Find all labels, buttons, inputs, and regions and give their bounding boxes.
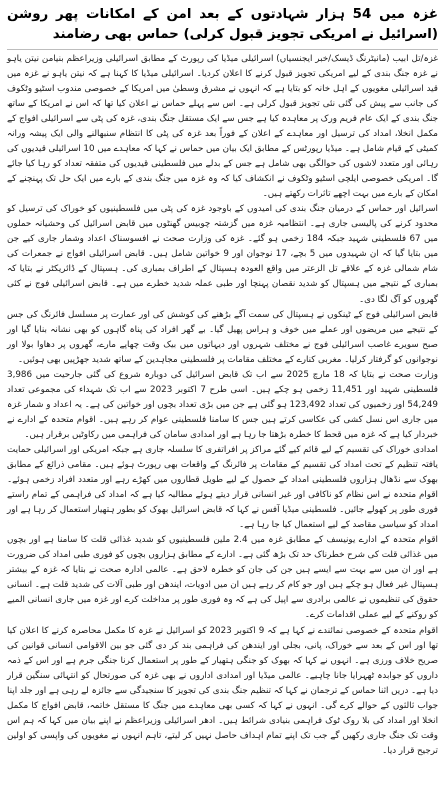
- article-paragraph: امدادی خوراک کی تقسیم کے لیے قائم کیے گئے مراکز پر افراتفری کا سلسلہ جاری ہے جبکہ امریکی اور اسرائیلی حمایت یافتہ تنظیم کے تحت امداد کی تقسیم کے مقامات پر فائرنگ کے واقعات بھی رپورٹ ہوئے ہیں۔ مقامی ذرائع کے مطابق بھوک سے نڈھال ہزاروں فلسطینی امداد کے حصول کے لیے طویل قطاروں میں کھڑے رہے اور متعدد افراد زخمی ہوئے۔ اقوام متحدہ نے اس نظام کو ناکافی اور غیر انسانی قرار دیتے ہوئے مطالبہ کیا ہے کہ امداد کی فراہمی کے تمام راستے فوری طور پر کھولے جائیں۔ فلسطینی میڈیا آفس نے کہا کہ قابض اسرائیل بھوک کو بطور ہتھیار استعمال کر رہا ہے اور امداد کو سیاسی مقاصد کے لیے استعمال کیا جا رہا ہے۔: [7, 444, 438, 531]
- article-paragraph: وزارت صحت نے بتایا کہ 18 مارچ 2025 سے اب تک قابض اسرائیل کی دوبارہ شروع کی گئی جارحیت میں 3,986 فلسطینی شہید اور 11,451 زخمی ہو چکے ہیں۔ اسی طرح 7 اکتوبر 2023 سے اب تک شہداء کی مجموعی تعداد 54,249 اور زخمیوں کی تعداد 123,492 ہو گئی ہے جن میں بڑی تعداد بچوں اور خواتین کی ہے۔ یہ اعداد و شمار غزہ میں جاری اس نسل کشی کی عکاسی کرتے ہیں جس کا سامنا فلسطینی عوام کر رہے ہیں۔ اقوام متحدہ کے ادارے نے خبردار کیا ہے کہ غزہ میں قحط کا خطرہ بڑھتا جا رہا ہے اور امدادی سامان کی فراہمی میں رکاوٹیں برقرار ہیں۔: [7, 369, 439, 440]
- article-paragraph: اقوام متحدہ کے ادارے یونیسف کے مطابق غزہ میں 2.4 ملین فلسطینیوں کو شدید غذائی قلت کا سامنا ہے اور بچوں میں غذائی قلت کی شرح خطرناک حد تک بڑھ گئی ہے۔ ادارے کے مطابق ہزاروں بچوں کو فوری طبی امداد کی ضرورت ہے اور ان میں سے بہت سے ایسے ہیں جن کی جان کو خطرہ لاحق ہے۔ عالمی ادارہ صحت نے بتایا کہ غزہ کے بیشتر ہسپتال غیر فعال ہو چکے ہیں اور جو کام کر رہے ہیں ان میں ادویات، ایندھن اور طبی آلات کی شدید قلت ہے۔ انسانی حقوق کی تنظیموں نے عالمی برادری سے اپیل کی ہے کہ وہ فوری طور پر مداخلت کرے اور غزہ میں جاری انسانی المیے کو روکنے کے لیے عملی اقدامات کرے۔: [7, 535, 438, 621]
- article-paragraph: قابض اسرائیلی فوج کے ٹینکوں نے ہسپتال کی سمت آگے بڑھنے کی کوشش کی اور عمارت پر مسلسل فائرنگ کی جس کے نتیجے میں مریضوں اور عملے میں خوف و ہراس پھیل گیا۔ بے گھر افراد کی پناہ گاہوں کو بھی نشانہ بنایا گیا اور صبح سویرے غاصب اسرائیلی فوج نے مختلف شہروں اور دیہاتوں میں بیک وقت چھاپے مارے، گھروں پر دھاوا بولا اور نوجوانوں کو گرفتار کرلیا۔ مغربی کنارے کے مختلف مقامات پر فلسطینی مجاہدین کے ساتھ شدید جھڑپیں بھی ہوئیں۔: [7, 309, 438, 365]
- article-paragraph: اسرائیل اور حماس کے درمیان جنگ بندی کی امیدوں کے باوجود غزہ کی پٹی میں فلسطینیوں کو خوراک کی ترسیل کو محدود کرنے کی پالیسی جاری ہے۔ انتظامیہ غزہ میں گزشتہ چوبیس گھنٹوں میں قابض اسرائیل کی وحشیانہ حملوں میں 67 فلسطینی شہید جبکہ 184 زخمی ہو گئے۔ غزہ کی وزارت صحت نے افسوسناک اعداد وشمار جاری کیے جن میں بتایا گیا کہ ان شہیدوں میں 5 بچے، 17 نوجوان اور 9 خواتین شامل ہیں۔ قابض اسرائیلی افواج نے جمعرات کی شام شمالی غزہ کے علاقے تل الزعتر میں واقع العودہ ہسپتال کے اطراف بمباری کی۔ ہسپتال کے ڈائریکٹر نے بتایا کہ بمباری کے نتیجے میں ہسپتال کو شدید نقصان پہنچا اور طبی عملہ شدید خطرے میں ہے۔ قابض اسرائیلی فوج نے کئی گھروں کو آگ لگا دی۔: [7, 204, 439, 305]
- article-paragraph: اقوام متحدہ کے خصوصی نمائندے نے کہا ہے کہ 9 اکتوبر 2023 کو اسرائیل نے غزہ کا مکمل محاصرہ کرنے کا اعلان کیا تھا اور اس کے بعد سے خوراک، پانی، بجلی اور ایندھن کی فراہمی بند کر دی گئی جو بین الاقوامی انسانی قوانین کی صریح خلاف ورزی ہے۔ انہوں نے کہا کہ بھوک کو جنگی ہتھیار کے طور پر استعمال کرنا جنگی جرم ہے اور اس کے ذمہ داروں کو جوابدہ ٹھہرایا جانا چاہیے۔ عالمی میڈیا اور امدادی اداروں نے بھی غزہ کی صورتحال کو انتہائی سنگین قرار دیا ہے۔ دریں اثنا حماس کے ترجمان نے کہا کہ تنظیم جنگ بندی کی تجویز کا سنجیدگی سے جائزہ لے رہی ہے اور جلد اپنا جواب ثالثوں کے حوالے کرے گی۔ انہوں نے کہا کہ کسی بھی معاہدے میں جنگ کا مستقل خاتمہ، قابض افواج کا مکمل انخلا اور امداد کی بلا روک ٹوک فراہمی بنیادی شرائط ہیں۔ ادھر اسرائیلی وزیراعظم نے اپنے بیان میں کہا کہ ہم اس وقت تک جنگ جاری رکھیں گے جب تک اپنے تمام اہداف حاصل نہیں کر لیتے، تاہم انہوں نے مغویوں کی واپسی کو اولین ترجیح قرار دیا۔: [7, 625, 439, 756]
- article-paragraph: غزہ/تل ابیب (مانیٹرنگ ڈیسک/خبر ایجنسیاں) اسرائیلی میڈیا کی رپورٹ کے مطابق اسرائیلی وزیراعظم بنیامن نیتن یاہو نے غزہ جنگ بندی کے لیے امریکی تجویز قبول کرنے کا اعلان کردیا۔ اسرائیلی میڈیا کا کہنا ہے کہ نیتن یاہو نے غزہ میں قید اسرائیلی مغویوں کے اہل خانہ کو بتایا ہے کہ انہوں نے مشرق وسطیٰ میں امریکا کے خصوصی مندوب اسٹیو وٹکوف کی جانب سے پیش کی گئی نئی تجویز قبول کرلی ہے۔ اس سے پہلے حماس نے اعلان کیا تھا کہ اس نے امریکا کے ساتھ جنگ بندی کے ایک عام فریم ورک پر معاہدہ کیا ہے جس سے ایک مستقل جنگ بندی، غزہ کی پٹی سے اسرائیلی افواج کے مکمل انخلا، امداد کی ترسیل اور معاہدے کے اعلان کے فوراً بعد غزہ کی پٹی کا انتظام سنبھالنے والی ایک پیشہ ورانہ کمیٹی کے قیام شامل ہے۔ میڈیا رپورٹس کے مطابق ایک بیان میں حماس نے کہا کہ معاہدے میں 10 اسرائیلی قیدیوں کی رہائی اور متعدد لاشوں کی حوالگی بھی شامل ہے جس کے بدلے میں فلسطینی قیدیوں کی متفقہ تعداد کو رہا کیا جائے گا۔ امریکی خصوصی ایلچی اسٹیو وٹکوف نے انکشاف کیا کہ وہ غزہ میں جنگ بندی کے بارے میں ایک حل تک پہنچنے کے امکان کے بارے میں بہت اچھے تاثرات رکھتے ہیں۔: [7, 53, 438, 200]
- article-body: [7, 52, 438, 759]
- article-headline: غزہ میں 54 ہزار شہادتوں کے بعد امن کے امکانات پھر روشن (اسرائیل نے امریکی تجویز قبول کرلی) حماس بھی رضامند: [7, 7, 438, 43]
- headline-divider: [7, 49, 438, 50]
